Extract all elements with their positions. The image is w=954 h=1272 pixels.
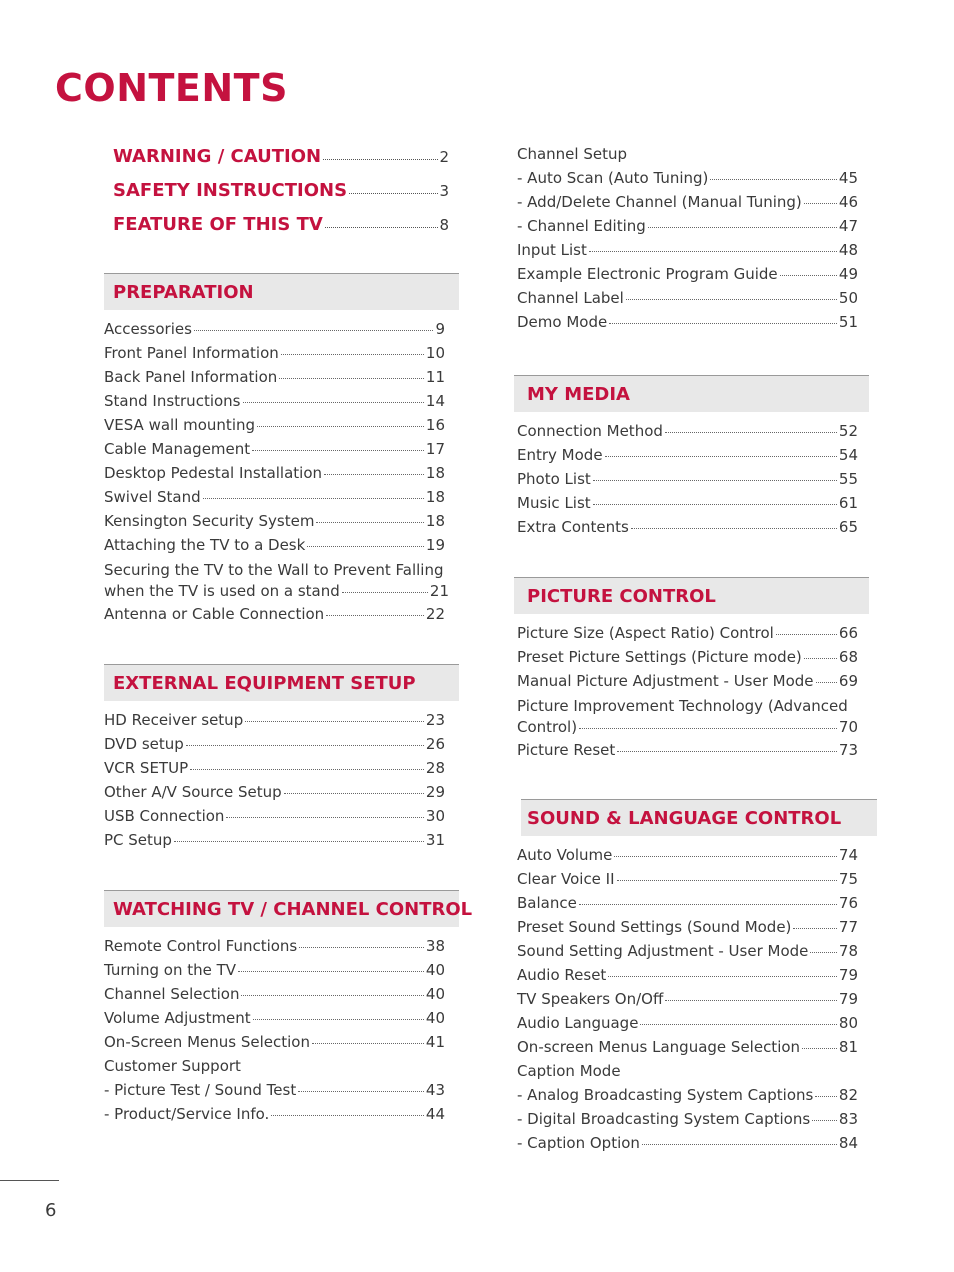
section-sound-language: [517, 799, 877, 1158]
entry-page: 3: [439, 182, 449, 200]
entry-label: Desktop Pedestal Installation: [104, 464, 323, 482]
entry-page: 40: [425, 985, 445, 1003]
toc-entry[interactable]: [113, 180, 449, 214]
entry-page: 48: [838, 241, 858, 259]
toc-entry[interactable]: [517, 446, 858, 470]
toc-entry[interactable]: [104, 1033, 445, 1057]
entry-page: 23: [425, 711, 445, 729]
entry-page: 14: [425, 392, 445, 410]
entry-page: 26: [425, 735, 445, 753]
entry-label: Cable Management: [104, 440, 251, 458]
entry-list: [104, 937, 459, 1129]
entry-label: Channel Label: [517, 289, 624, 307]
entry-label: - Product/Service Info.: [104, 1105, 270, 1123]
entry-page: 75: [838, 870, 858, 888]
toc-entry[interactable]: [517, 1110, 858, 1134]
entry-label: Stand Instructions: [104, 392, 241, 410]
leader-dots: [349, 193, 438, 194]
entry-label: - Digital Broadcasting System Captions: [517, 1110, 811, 1128]
entry-page: 84: [838, 1134, 858, 1152]
entry-page: 40: [425, 961, 445, 979]
leader-dots: [665, 1000, 837, 1001]
entry-label: - Analog Broadcasting System Captions: [517, 1086, 814, 1104]
toc-entry[interactable]: [517, 624, 858, 648]
leader-dots: [579, 904, 837, 905]
toc-entry[interactable]: [517, 1062, 858, 1086]
toc-entry[interactable]: [104, 416, 445, 440]
section-preparation: [104, 273, 459, 629]
leader-dots: [776, 634, 837, 635]
leader-dots: [243, 402, 424, 403]
entry-page: 50: [838, 289, 858, 307]
entry-page: 31: [425, 831, 445, 849]
toc-entry[interactable]: [517, 470, 858, 494]
entry-page: 38: [425, 937, 445, 955]
leader-dots: [241, 995, 423, 996]
entry-list: [104, 320, 459, 560]
entry-page: 21: [429, 582, 449, 600]
entry-label: Manual Picture Adjustment - User Mode: [517, 672, 814, 690]
entry-label: Other A/V Source Setup: [104, 783, 282, 801]
entry-page: 79: [838, 990, 858, 1008]
entry-page: 82: [838, 1086, 858, 1104]
entry-label: VCR SETUP: [104, 759, 189, 777]
entry-page: 55: [838, 470, 858, 488]
leader-dots: [815, 1096, 837, 1097]
leader-dots: [307, 546, 424, 547]
leader-dots: [281, 354, 424, 355]
entry-page: 8: [439, 216, 449, 234]
entry-page: 83: [838, 1110, 858, 1128]
entry-label: Channel Setup: [517, 145, 628, 163]
entry-label: - Channel Editing: [517, 217, 646, 235]
leader-dots: [617, 751, 837, 752]
toc-entry[interactable]: [517, 1134, 858, 1158]
entry-label: DVD setup: [104, 735, 184, 753]
entry-list: [104, 711, 459, 855]
toc-entry[interactable]: [113, 214, 449, 248]
leader-dots: [299, 947, 424, 948]
toc-entry[interactable]: [104, 831, 445, 855]
entry-page: 54: [838, 446, 858, 464]
section-heading: WATCHING TV / CHANNEL CONTROL: [104, 890, 459, 927]
toc-entry[interactable]: [517, 241, 858, 265]
entry-page: 66: [838, 624, 858, 642]
toc-entry[interactable]: [517, 494, 858, 518]
entry-page: 79: [838, 966, 858, 984]
entry-label: Entry Mode: [517, 446, 603, 464]
leader-dots: [609, 323, 837, 324]
toc-entry[interactable]: [104, 392, 445, 416]
entry-page: 40: [425, 1009, 445, 1027]
toc-entry[interactable]: [104, 344, 445, 368]
entry-page: 30: [425, 807, 445, 825]
toc-entry[interactable]: [517, 1038, 858, 1062]
entry-label: Music List: [517, 494, 591, 512]
entry-page: 76: [838, 894, 858, 912]
entry-page: 11: [425, 368, 445, 386]
leader-dots: [323, 159, 438, 160]
entry-label: Antenna or Cable Connection: [104, 605, 325, 623]
entry-page: 18: [425, 464, 445, 482]
entry-page: 18: [425, 488, 445, 506]
toc-entry[interactable]: [517, 289, 858, 313]
entry-page: 43: [425, 1081, 445, 1099]
leader-dots: [780, 275, 837, 276]
entry-page: 49: [838, 265, 858, 283]
leader-dots: [802, 1048, 837, 1049]
entry-label: Control): [517, 718, 578, 736]
leader-dots: [810, 952, 837, 953]
entry-label: Sound Setting Adjustment - User Mode: [517, 942, 809, 960]
entry-label: USB Connection: [104, 807, 225, 825]
toc-entry[interactable]: [517, 741, 858, 765]
section-my-media: [514, 375, 869, 542]
entry-label: On-screen Menus Language Selection: [517, 1038, 801, 1056]
entry-page: 61: [838, 494, 858, 512]
toc-entry[interactable]: [104, 807, 445, 831]
entry-label: FEATURE OF THIS TV: [113, 214, 323, 235]
toc-entry[interactable]: [104, 985, 445, 1009]
section-heading: MY MEDIA: [514, 375, 869, 412]
entry-label: WARNING / CAUTION: [113, 146, 322, 167]
toc-entry[interactable]: [517, 894, 858, 918]
entry-page: 81: [838, 1038, 858, 1056]
entry-list: [514, 422, 869, 542]
entry-label: - Auto Scan (Auto Tuning): [517, 169, 709, 187]
entry-label: Customer Support: [104, 1057, 241, 1075]
entry-label: Connection Method: [517, 422, 663, 440]
toc-entry[interactable]: [104, 1057, 445, 1081]
entry-page: 65: [838, 518, 858, 536]
entry-label: SAFETY INSTRUCTIONS: [113, 180, 348, 201]
entry-label: Volume Adjustment: [104, 1009, 251, 1027]
entry-page: 46: [838, 193, 858, 211]
toc-entry[interactable]: [517, 942, 858, 966]
entry-label: Turning on the TV: [104, 961, 237, 979]
leader-dots: [298, 1091, 424, 1092]
entry-label: - Picture Test / Sound Test: [104, 1081, 297, 1099]
leader-dots: [665, 432, 837, 433]
toc-entry[interactable]: [104, 937, 445, 961]
toc-entry[interactable]: [517, 846, 858, 870]
toc-entry[interactable]: [517, 990, 858, 1014]
entry-page: 16: [425, 416, 445, 434]
entry-label: On-Screen Menus Selection: [104, 1033, 310, 1051]
entry-label: Picture Size (Aspect Ratio) Control: [517, 624, 774, 642]
entry-label: PC Setup: [104, 831, 172, 849]
entry-label: Balance: [517, 894, 577, 912]
leader-dots: [174, 841, 424, 842]
toc-entry[interactable]: [104, 759, 445, 783]
entry-page: 29: [425, 783, 445, 801]
entry-label: Extra Contents: [517, 518, 629, 536]
entry-page: 45: [838, 169, 858, 187]
entry-page: 68: [838, 648, 858, 666]
toc-entry[interactable]: [517, 918, 858, 942]
toc-entry[interactable]: [104, 320, 445, 344]
leader-dots: [203, 498, 424, 499]
section-heading: PREPARATION: [104, 273, 459, 310]
leader-dots: [589, 251, 837, 252]
toc-entry[interactable]: [517, 672, 858, 696]
toc-entry[interactable]: [104, 961, 445, 985]
leader-dots: [617, 880, 837, 881]
entry-page: 17: [425, 440, 445, 458]
leader-dots: [194, 330, 434, 331]
leader-dots: [252, 450, 424, 451]
entry-label: Audio Reset: [517, 966, 607, 984]
leader-dots: [284, 793, 424, 794]
entry-label: Attaching the TV to a Desk: [104, 536, 306, 554]
entry-label: Caption Mode: [517, 1062, 621, 1080]
section-external-equipment: [104, 664, 459, 855]
entry-list: [517, 145, 862, 337]
entry-label: Auto Volume: [517, 846, 613, 864]
toc-entry[interactable]: [517, 518, 858, 542]
entry-list: [517, 846, 877, 1158]
entry-page: 47: [838, 217, 858, 235]
toc-entry[interactable]: [104, 1081, 445, 1105]
leader-dots: [271, 1115, 424, 1116]
toc-entry[interactable]: [517, 265, 858, 289]
entry-label: Clear Voice II: [517, 870, 615, 888]
entry-label: - Add/Delete Channel (Manual Tuning): [517, 193, 802, 211]
leader-dots: [579, 728, 837, 729]
page-title: CONTENTS: [55, 66, 288, 110]
section-heading: EXTERNAL EQUIPMENT SETUP: [104, 664, 459, 701]
leader-dots: [279, 378, 424, 379]
toc-entry[interactable]: [104, 605, 445, 629]
leader-dots: [593, 504, 837, 505]
leader-dots: [593, 480, 837, 481]
entry-label: Example Electronic Program Guide: [517, 265, 778, 283]
leader-dots: [316, 522, 423, 523]
toc-entry[interactable]: [104, 440, 445, 464]
leader-dots: [326, 615, 424, 616]
entry-label: Picture Reset: [517, 741, 616, 759]
entry-page: 70: [838, 718, 858, 736]
leader-dots: [626, 299, 837, 300]
entry-label: Channel Selection: [104, 985, 240, 1003]
section-channel: [517, 145, 862, 337]
entry-page: 74: [838, 846, 858, 864]
entry-label: Kensington Security System: [104, 512, 315, 530]
toc-entry[interactable]: [517, 1014, 858, 1038]
leader-dots: [312, 1043, 424, 1044]
leader-dots: [190, 769, 424, 770]
toc-entry[interactable]: [517, 169, 858, 193]
toc-entry[interactable]: [104, 1009, 445, 1033]
entry-label: Picture Improvement Technology (Advanced: [517, 697, 848, 715]
entry-label: Demo Mode: [517, 313, 608, 331]
entry-label: when the TV is used on a stand: [104, 582, 340, 600]
toc-entry[interactable]: [104, 735, 445, 759]
footer-rule: [0, 1180, 59, 1181]
entry-page: 18: [425, 512, 445, 530]
entry-label: Accessories: [104, 320, 192, 338]
entry-label: VESA wall mounting: [104, 416, 256, 434]
entry-page: 52: [838, 422, 858, 440]
entry-page: 9: [435, 320, 445, 338]
toc-entry[interactable]: [104, 1105, 445, 1129]
toc-entry[interactable]: [517, 648, 858, 672]
leader-dots: [710, 179, 837, 180]
toc-entry[interactable]: [517, 145, 858, 169]
entry-label: - Caption Option: [517, 1134, 640, 1152]
entry-page: 77: [838, 918, 858, 936]
leader-dots: [226, 817, 423, 818]
leader-dots: [186, 745, 424, 746]
entry-label: Remote Control Functions: [104, 937, 298, 955]
entry-label: HD Receiver setup: [104, 711, 244, 729]
entry-page: 2: [439, 148, 449, 166]
entry-label: Swivel Stand: [104, 488, 201, 506]
leader-dots: [614, 856, 837, 857]
entry-list: [517, 624, 869, 696]
entry-label: Photo List: [517, 470, 591, 488]
leader-dots: [816, 682, 837, 683]
toc-entry[interactable]: [517, 193, 858, 217]
entry-page: 69: [838, 672, 858, 690]
entry-page: 78: [838, 942, 858, 960]
toc-entry[interactable]: [104, 711, 445, 735]
leader-dots: [793, 928, 836, 929]
toc-entry[interactable]: [517, 422, 858, 446]
page-number: 6: [45, 1200, 57, 1221]
entry-page: 41: [425, 1033, 445, 1051]
leader-dots: [804, 658, 837, 659]
leader-dots: [342, 592, 428, 593]
entry-page: 10: [425, 344, 445, 362]
entry-page: 28: [425, 759, 445, 777]
toc-entry[interactable]: [104, 488, 445, 512]
toc-entry[interactable]: [104, 560, 449, 602]
section-watching-tv: [104, 890, 473, 1129]
section-heading: PICTURE CONTROL: [514, 577, 869, 614]
leader-dots: [642, 1144, 837, 1145]
section-picture-control: [514, 577, 869, 765]
entry-page: 73: [838, 741, 858, 759]
toc-entry[interactable]: [517, 1086, 858, 1110]
leader-dots: [804, 203, 837, 204]
entry-page: 19: [425, 536, 445, 554]
leader-dots: [324, 474, 424, 475]
entry-label: Preset Sound Settings (Sound Mode): [517, 918, 792, 936]
entry-label: Securing the TV to the Wall to Prevent Falling: [104, 561, 444, 579]
toc-entry[interactable]: [104, 536, 445, 560]
entry-label: TV Speakers On/Off: [517, 990, 664, 1008]
toc-entry[interactable]: [113, 146, 449, 180]
toc-entry[interactable]: [517, 870, 858, 894]
entry-label: Front Panel Information: [104, 344, 279, 362]
leader-dots: [640, 1024, 836, 1025]
entry-label: Input List: [517, 241, 587, 259]
leader-dots: [325, 227, 439, 228]
entry-page: 51: [838, 313, 858, 331]
toc-entry[interactable]: [517, 966, 858, 990]
entry-page: 44: [425, 1105, 445, 1123]
leader-dots: [245, 721, 424, 722]
toc-entry[interactable]: [104, 368, 445, 392]
leader-dots: [631, 528, 837, 529]
entry-page: 80: [838, 1014, 858, 1032]
toc-entry[interactable]: [517, 313, 858, 337]
toc-entry[interactable]: [517, 217, 858, 241]
leader-dots: [257, 426, 424, 427]
leader-dots: [648, 227, 837, 228]
entry-label: Preset Picture Settings (Picture mode): [517, 648, 802, 666]
leader-dots: [605, 456, 837, 457]
leader-dots: [608, 976, 837, 977]
entry-page: 22: [425, 605, 445, 623]
toc-entry[interactable]: [104, 512, 445, 536]
leader-dots: [253, 1019, 424, 1020]
toc-entry[interactable]: [104, 464, 445, 488]
leader-dots: [238, 971, 424, 972]
main-entries: [113, 146, 449, 248]
toc-entry[interactable]: [517, 696, 858, 738]
entry-label: Back Panel Information: [104, 368, 278, 386]
entry-label: Audio Language: [517, 1014, 639, 1032]
leader-dots: [812, 1120, 837, 1121]
toc-entry[interactable]: [104, 783, 445, 807]
section-heading: SOUND & LANGUAGE CONTROL: [521, 799, 877, 836]
